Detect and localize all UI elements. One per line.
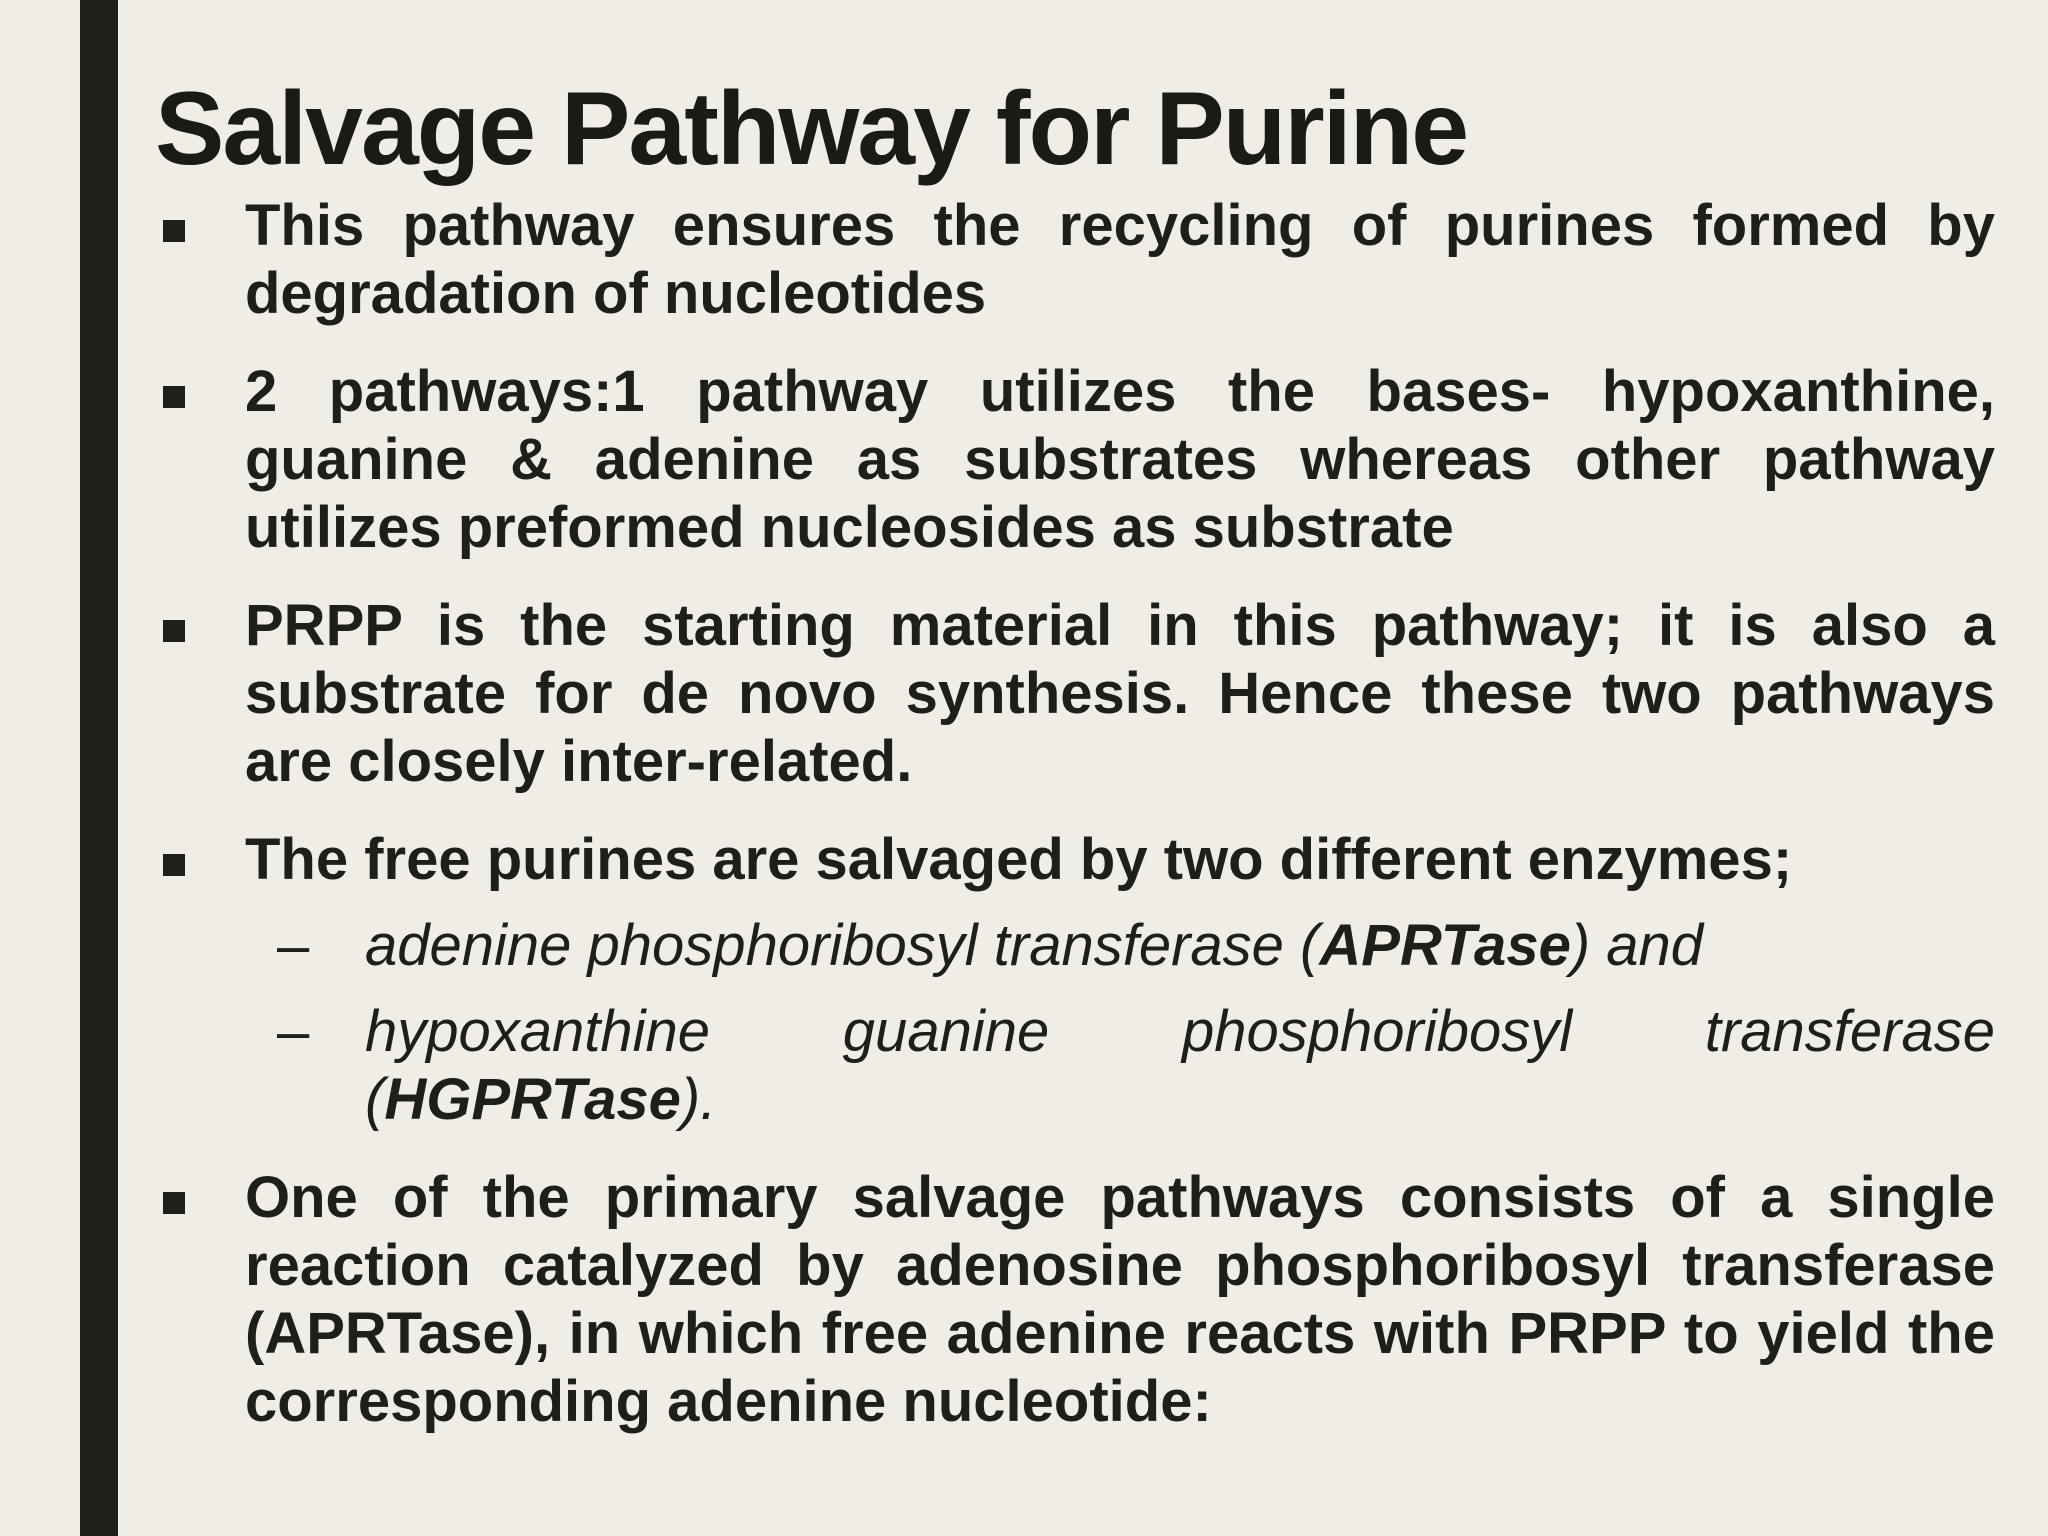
enzyme-abbreviation: APRTase — [1319, 913, 1571, 978]
bullet-item — [155, 358, 1995, 562]
slide-title: Salvage Pathway for Purine — [155, 71, 1468, 187]
bullet-item — [155, 1164, 1995, 1436]
bullet-text: PRPP is the starting material in this pathway; it is also a substrate for de novo synthesis. Hence these two pathways are closely inter-related. — [245, 593, 1995, 794]
sub-bullet-text: ). — [680, 1067, 717, 1132]
square-bullet-icon — [163, 1192, 185, 1214]
enzyme-abbreviation: HGPRTase — [384, 1067, 681, 1132]
square-bullet-icon — [163, 386, 185, 408]
sub-bullet-list — [245, 912, 1995, 1134]
left-accent-bar — [80, 0, 118, 1536]
dash-marker: – — [277, 999, 310, 1064]
square-bullet-icon — [163, 854, 185, 876]
sub-bullet-item — [245, 998, 1995, 1134]
sub-bullet-text: adenine phosphoribosyl transferase ( — [365, 913, 1320, 978]
sub-bullet-item — [245, 912, 1995, 980]
dash-marker: – — [277, 913, 310, 978]
bullet-item — [155, 592, 1995, 796]
bullet-item — [155, 192, 1995, 328]
bullet-text: The free purines are salvaged by two different enzymes; — [245, 827, 1793, 892]
sub-bullet-text: hypoxanthine guanine phosphoribosyl transferase ( — [365, 999, 1995, 1132]
slide-content — [155, 192, 1995, 1436]
bullet-text: This pathway ensures the recycling of purines formed by degradation of nucleotides — [245, 193, 1995, 326]
bullet-text: One of the primary salvage pathways consists of a single reaction catalyzed by adenosine phosphoribosyl transferase (APRTase), in which free adenine reacts with PRPP to yield the corresponding adenine nucleotide: — [245, 1165, 1995, 1434]
square-bullet-icon — [163, 220, 185, 242]
bullet-item — [155, 826, 1995, 1134]
bullet-text: 2 pathways:1 pathway utilizes the bases- hypoxanthine, guanine & adenine as substrates whereas other pathway utilizes preformed nucleosides as substrate — [245, 359, 1995, 560]
sub-bullet-text: ) and — [1570, 913, 1704, 978]
square-bullet-icon — [163, 620, 185, 642]
